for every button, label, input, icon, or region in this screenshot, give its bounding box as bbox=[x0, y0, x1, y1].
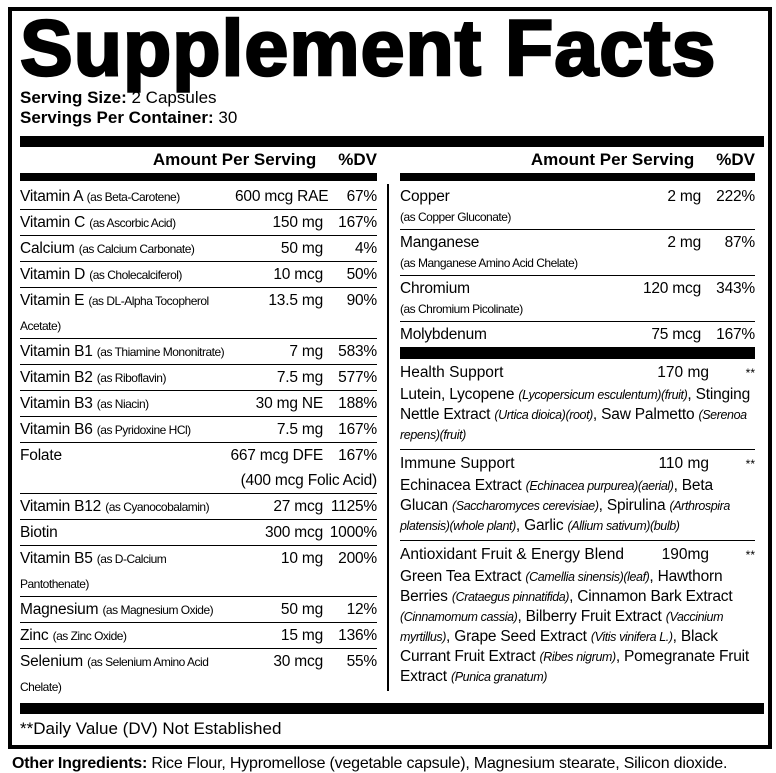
blend-section bbox=[400, 541, 755, 691]
nutrient-amount: 75 mcg bbox=[651, 326, 701, 343]
ingredient-name: , Stinging Nettle Extract bbox=[400, 386, 751, 423]
blend-name: Immune Support bbox=[400, 455, 515, 472]
nutrient-name bbox=[20, 546, 231, 596]
nutrient-amount: 667 mcg DFE bbox=[230, 447, 323, 464]
nutrient-source: (as Beta-Carotene) bbox=[86, 190, 180, 204]
left-column bbox=[20, 147, 377, 699]
nutrient-dv: 136% bbox=[338, 627, 377, 644]
nutrient-amount: 2 mg bbox=[667, 234, 701, 251]
nutrient-row bbox=[20, 391, 377, 417]
ingredient-source: (Serenoa repens)(fruit) bbox=[400, 408, 747, 442]
nutrient-row bbox=[400, 322, 755, 347]
nutrient-dv: 12% bbox=[346, 601, 377, 618]
right-rows bbox=[387, 184, 755, 691]
nutrient-name bbox=[400, 184, 609, 229]
blend-ingredients bbox=[400, 385, 755, 445]
nutrient-name bbox=[20, 288, 231, 338]
nutrient-dv: 1000% bbox=[329, 524, 377, 541]
servings-label: Servings Per Container: bbox=[20, 108, 214, 127]
blend-dv: ** bbox=[745, 548, 755, 562]
nutrient-source: (as Cyanocobalamin) bbox=[105, 500, 210, 514]
nutrient-source: (as Riboflavin) bbox=[96, 371, 166, 385]
left-rows bbox=[20, 184, 377, 699]
nutrient-dv: 167% bbox=[338, 421, 377, 438]
ingredient-source: (Arthrospira platensis)(whole plant) bbox=[400, 499, 730, 533]
nutrient-amount: 150 mg bbox=[272, 214, 323, 231]
blend-dv: ** bbox=[745, 457, 755, 471]
nutrient-source: (as Selenium Amino Acid Chelate) bbox=[20, 655, 209, 694]
nutrient-name-text: Vitamin E bbox=[20, 292, 85, 309]
nutrient-amount: 2 mg bbox=[667, 188, 701, 205]
nutrient-row bbox=[400, 276, 755, 322]
blend-header bbox=[400, 361, 755, 385]
nutrient-row bbox=[20, 236, 377, 262]
ingredient-source: (Echinacea purpurea)(aerial) bbox=[525, 479, 674, 493]
ingredient-name: Green Tea Extract bbox=[400, 568, 526, 585]
nutrient-name bbox=[400, 230, 609, 275]
divider-thick bbox=[400, 173, 755, 181]
blend-amount: 190mg bbox=[661, 546, 709, 563]
nutrient-dv: 1125% bbox=[330, 498, 377, 515]
nutrient-source: (as Zinc Oxide) bbox=[52, 629, 127, 643]
nutrient-amount: 30 mcg bbox=[273, 653, 323, 670]
footnote: **Daily Value (DV) Not Established bbox=[20, 719, 282, 738]
nutrient-name bbox=[20, 494, 231, 519]
ingredient-name: , Cinnamon Bark Extract bbox=[569, 588, 733, 605]
blend-ingredients bbox=[400, 567, 755, 687]
column-header bbox=[400, 147, 755, 173]
nutrient-name-text: Vitamin B12 bbox=[20, 498, 102, 515]
nutrient-name bbox=[20, 262, 231, 287]
nutrient-dv: 222% bbox=[716, 188, 755, 205]
nutrient-name bbox=[20, 443, 230, 468]
nutrient-row bbox=[20, 210, 377, 236]
ingredient-name: , Black Currant Fruit Extract bbox=[400, 628, 718, 665]
dv-header: %DV bbox=[716, 150, 755, 169]
blend-name: Health Support bbox=[400, 364, 504, 381]
nutrient-name bbox=[400, 322, 609, 347]
servings-value: 30 bbox=[218, 108, 238, 127]
nutrient-row bbox=[20, 623, 377, 649]
nutrient-row bbox=[20, 597, 377, 623]
nutrient-dv: 167% bbox=[338, 214, 377, 231]
ingredient-source: (Saccharomyces cerevisiae) bbox=[452, 499, 599, 513]
nutrient-name-text: Vitamin B6 bbox=[20, 421, 93, 438]
nutrient-row bbox=[400, 184, 755, 230]
nutrient-amount: 27 mcg bbox=[273, 498, 323, 515]
nutrient-name-text: Vitamin D bbox=[20, 266, 86, 283]
nutrient-name-text: Vitamin B5 bbox=[20, 550, 93, 567]
nutrient-dv: 343% bbox=[716, 280, 755, 297]
supplement-facts-panel bbox=[8, 3, 772, 749]
blend-section bbox=[400, 359, 755, 450]
blend-section bbox=[400, 450, 755, 541]
nutrient-name-text: Molybdenum bbox=[400, 326, 487, 343]
nutrient-row bbox=[20, 494, 377, 520]
right-column bbox=[377, 147, 755, 699]
blend-amount: 110 mg bbox=[658, 455, 709, 472]
divider-thick bbox=[400, 347, 755, 359]
nutrient-dv: 67% bbox=[346, 188, 377, 205]
nutrient-name-text: Vitamin B3 bbox=[20, 395, 93, 412]
nutrient-name bbox=[20, 184, 231, 209]
ingredient-name: Lutein, Lycopene bbox=[400, 386, 519, 403]
nutrient-source: (as Ascorbic Acid) bbox=[89, 216, 176, 230]
nutrient-dv: 188% bbox=[338, 395, 377, 412]
divider-thick bbox=[20, 173, 377, 181]
ingredient-name: , Spirulina bbox=[598, 497, 670, 514]
ingredient-source: (Lycopersicum esculentum)(fruit) bbox=[518, 388, 688, 402]
nutrient-amount: 7 mg bbox=[289, 343, 323, 360]
nutrient-amount: 300 mcg bbox=[264, 524, 323, 541]
ingredient-source: (Punica granatum) bbox=[450, 670, 547, 684]
nutrient-name bbox=[20, 597, 231, 622]
nutrient-name bbox=[20, 365, 231, 390]
ingredient-name: , Saw Palmetto bbox=[592, 406, 699, 423]
nutrient-source: (as Magnesium Oxide) bbox=[102, 603, 214, 617]
nutrient-source: (as Chromium Picolinate) bbox=[400, 302, 523, 316]
folate-top bbox=[230, 443, 377, 468]
blend-name: Antioxidant Fruit & Energy Blend bbox=[400, 546, 625, 563]
nutrient-row bbox=[20, 546, 377, 597]
nutrient-dv: 583% bbox=[338, 343, 377, 360]
folate-extra: (400 mcg Folic Acid) bbox=[240, 472, 377, 489]
nutrient-name bbox=[20, 649, 231, 699]
nutrient-name-text: Vitamin B1 bbox=[20, 343, 93, 360]
amount-header: Amount Per Serving bbox=[152, 150, 317, 169]
nutrient-amount: 30 mg NE bbox=[255, 395, 323, 412]
nutrient-amount: 600 mcg RAE bbox=[235, 188, 329, 205]
facts-columns bbox=[20, 147, 764, 699]
other-ingredients-value: Rice Flour, Hypromellose (vegetable capsule), Magnesium stearate, Silicon dioxide. bbox=[147, 755, 728, 772]
nutrient-dv: 50% bbox=[346, 266, 377, 283]
page-title: Supplement Facts bbox=[20, 3, 717, 92]
ingredient-name: , Bilberry Fruit Extract bbox=[517, 608, 666, 625]
nutrient-name-text: Selenium bbox=[20, 653, 84, 670]
nutrient-row bbox=[20, 520, 377, 546]
blend-dv: ** bbox=[745, 366, 755, 380]
ingredient-source: (Allium sativum)(bulb) bbox=[567, 519, 680, 533]
nutrient-amount: 7.5 mg bbox=[276, 421, 323, 438]
nutrient-name bbox=[400, 276, 609, 321]
dv-header: %DV bbox=[338, 150, 377, 169]
nutrient-name bbox=[20, 417, 231, 442]
nutrient-name bbox=[20, 520, 231, 545]
nutrient-source: (as Copper Gluconate) bbox=[400, 210, 511, 224]
ingredient-source: (Ribes nigrum) bbox=[539, 650, 616, 664]
nutrient-dv: 167% bbox=[716, 326, 755, 343]
servings-per-container bbox=[20, 108, 764, 128]
nutrient-amount: 50 mg bbox=[280, 601, 323, 618]
nutrient-name-text: Magnesium bbox=[20, 601, 99, 618]
nutrient-name-text: Calcium bbox=[20, 240, 75, 257]
nutrient-amount: 15 mg bbox=[280, 627, 323, 644]
divider-thick bbox=[20, 136, 764, 147]
nutrient-amount: 10 mcg bbox=[273, 266, 323, 283]
nutrient-row bbox=[20, 365, 377, 391]
nutrient-name bbox=[20, 339, 231, 364]
ingredient-source: (Camellia sinensis)(leaf) bbox=[525, 570, 650, 584]
nutrient-source: (as Cholecalciferol) bbox=[89, 268, 182, 282]
nutrient-name bbox=[20, 210, 231, 235]
nutrient-name bbox=[20, 391, 231, 416]
ingredient-source: (Vaccinium myrtillus) bbox=[400, 610, 724, 644]
folate-amount-wrap bbox=[230, 443, 377, 493]
nutrient-row bbox=[20, 288, 377, 339]
nutrient-amount: 10 mg bbox=[280, 550, 323, 567]
nutrient-name-text: Chromium bbox=[400, 280, 470, 297]
nutrient-name-text: Copper bbox=[400, 188, 450, 205]
nutrient-source: (as Manganese Amino Acid Chelate) bbox=[400, 256, 578, 270]
ingredient-source: (Crataegus pinnatifida) bbox=[451, 590, 570, 604]
nutrient-source: (as Thiamine Mononitrate) bbox=[96, 345, 225, 359]
nutrient-dv: 4% bbox=[354, 240, 377, 257]
nutrient-dv: 55% bbox=[346, 653, 377, 670]
ingredient-source: (Cinnamomum cassia) bbox=[400, 610, 518, 624]
blend-header bbox=[400, 452, 755, 476]
nutrient-row bbox=[20, 184, 377, 210]
divider-thick bbox=[20, 703, 764, 714]
ingredient-name: , Grape Seed Extract bbox=[446, 628, 591, 645]
ingredient-name: , Garlic bbox=[515, 517, 568, 534]
ingredient-source: (Urtica dioica)(root) bbox=[494, 408, 593, 422]
nutrient-name-text: Biotin bbox=[20, 524, 58, 541]
ingredient-name: , Beta Glucan bbox=[400, 477, 713, 514]
blend-header bbox=[400, 543, 755, 567]
column-header bbox=[20, 147, 377, 173]
nutrient-name-text: Zinc bbox=[20, 627, 49, 644]
nutrient-row bbox=[20, 443, 377, 494]
nutrient-amount: 13.5 mg bbox=[268, 292, 323, 309]
nutrient-dv: 90% bbox=[346, 292, 377, 309]
nutrient-name-text: Vitamin B2 bbox=[20, 369, 93, 386]
amount-header: Amount Per Serving bbox=[530, 150, 695, 169]
nutrient-row bbox=[20, 262, 377, 288]
nutrient-dv: 167% bbox=[338, 447, 377, 464]
nutrient-row bbox=[20, 417, 377, 443]
ingredient-name: , Pomegranate Fruit Extract bbox=[400, 648, 749, 685]
ingredient-source: (Vitis vinifera L.) bbox=[590, 630, 673, 644]
nutrient-amount: 7.5 mg bbox=[276, 369, 323, 386]
ingredient-name: Echinacea Extract bbox=[400, 477, 526, 494]
nutrient-name-text: Vitamin A bbox=[20, 188, 83, 205]
serving-size-label: Serving Size: bbox=[20, 88, 127, 107]
serving-size-value: 2 Capsules bbox=[131, 88, 217, 107]
nutrient-name-text: Manganese bbox=[400, 234, 480, 251]
nutrient-source: (as DL-Alpha Tocopherol Acetate) bbox=[20, 294, 209, 333]
nutrient-source: (as Calcium Carbonate) bbox=[78, 242, 195, 256]
other-ingredients bbox=[12, 754, 772, 773]
nutrient-amount: 50 mg bbox=[280, 240, 323, 257]
blend-ingredients bbox=[400, 476, 755, 536]
blend-amount: 170 mg bbox=[657, 364, 709, 381]
nutrient-row bbox=[20, 649, 377, 699]
nutrient-row bbox=[20, 339, 377, 365]
other-ingredients-label: Other Ingredients: bbox=[12, 755, 148, 772]
ingredient-name: , Hawthorn Berries bbox=[400, 568, 723, 605]
nutrient-name-text: Folate bbox=[20, 447, 62, 464]
nutrient-source: (as Niacin) bbox=[96, 397, 149, 411]
nutrient-source: (as D-Calcium Pantothenate) bbox=[20, 552, 167, 591]
nutrient-amount: 120 mcg bbox=[642, 280, 701, 297]
nutrient-source: (as Pyridoxine HCl) bbox=[96, 423, 191, 437]
nutrient-name bbox=[20, 236, 231, 261]
nutrient-name-text: Vitamin C bbox=[20, 214, 86, 231]
nutrient-dv: 577% bbox=[338, 369, 377, 386]
nutrient-name bbox=[20, 623, 231, 648]
nutrient-dv: 200% bbox=[338, 550, 377, 567]
nutrient-dv: 87% bbox=[724, 234, 755, 251]
nutrient-row bbox=[400, 230, 755, 276]
